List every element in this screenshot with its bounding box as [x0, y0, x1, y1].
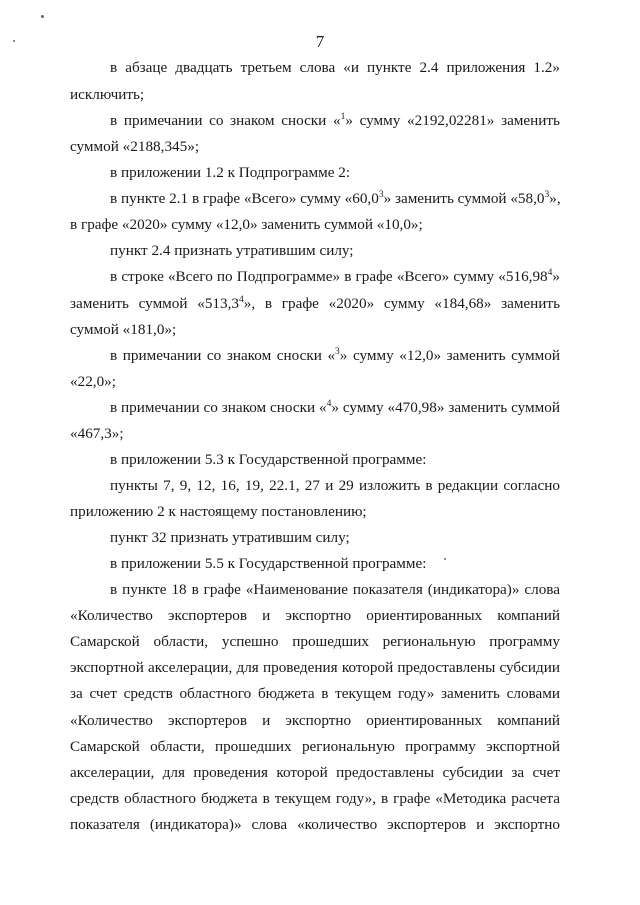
text-line: в примечании со знаком сноски «$^4$» сумму «470,98» заменить суммой	[110, 399, 560, 416]
text-line: заменить суммой «513,3$^4$», в графе «2020» сумму «184,68» заменить	[70, 295, 560, 312]
text-line: «Количество экспортеров и экспортно ориентированных компаний	[70, 712, 560, 729]
text-line: пункты 7, 9, 12, 16, 19, 22.1, 27 и 29 изложить в редакции согласно	[110, 477, 560, 494]
text-line: акселерации, для проведения которой предоставлены субсидии за счет	[70, 764, 560, 781]
scan-speck	[41, 15, 44, 18]
text-line: «Количество экспортеров и экспортно ориентированных компаний	[70, 607, 560, 624]
footnote-mark: 4	[547, 268, 553, 278]
page-number: 7	[315, 32, 325, 51]
text-line: в пункте 18 в графе «Наименование показателя (индикатора)» слова	[110, 581, 560, 598]
text-line: исключить;	[70, 86, 145, 103]
text-line: в примечании со знаком сноски «$^1$» сумму «2192,02281» заменить	[110, 112, 560, 129]
text-line: экспортной акселерации, для проведения которой предоставлены субсидии	[70, 659, 560, 676]
text-line: в приложении 1.2 к Подпрограмме 2:	[110, 164, 351, 181]
footnote-mark: 4	[326, 399, 332, 409]
text-line: в приложении 5.3 к Государственной программе:	[110, 451, 427, 468]
footnote-mark: 3	[544, 190, 550, 200]
text-line: в строке «Всего по Подпрограмме» в графе «Всего» сумму «516,98$^4$»	[110, 268, 560, 285]
text-line: в примечании со знаком сноски «$^3$» сумму «12,0» заменить суммой	[110, 347, 560, 364]
text-line: суммой «181,0»;	[70, 321, 177, 338]
text-line: в приложении 5.5 к Государственной программе:	[110, 555, 427, 572]
text-line: показателя (индикатора)» слова «количество экспортеров и экспортно	[70, 816, 560, 833]
text-line: в графе «2020» сумму «12,0» заменить суммой «10,0»;	[70, 216, 423, 233]
text-line: в абзаце двадцать третьем слова «и пункте 2.4 приложения 1.2»	[110, 59, 560, 76]
text-line: в пункте 2.1 в графе «Всего» сумму «60,0$^3$» заменить суммой «58,0$^3$»,	[110, 190, 561, 207]
text-line: «22,0»;	[70, 373, 116, 390]
scan-speck	[444, 558, 446, 560]
footnote-mark: 1	[340, 112, 346, 122]
text-line: «467,3»;	[70, 425, 124, 442]
scan-speck	[13, 40, 15, 42]
footnote-mark: 3	[335, 347, 340, 357]
text-line: приложению 2 к настоящему постановлению;	[70, 503, 367, 520]
footnote-mark: 4	[239, 295, 244, 305]
text-line: пункт 2.4 признать утратившим силу;	[110, 242, 354, 259]
text-line: за счет средств областного бюджета в текущем году» заменить словами	[70, 685, 560, 702]
text-line: Самарской области, успешно прошедших региональную программу	[70, 633, 560, 650]
footnote-mark: 3	[378, 190, 384, 200]
text-line: Самарской области, прошедших региональную программу экспортной	[70, 738, 560, 755]
text-line: пункт 32 признать утратившим силу;	[110, 529, 350, 546]
text-line: суммой «2188,345»;	[70, 138, 200, 155]
text-line: средств областного бюджета в текущем году», в графе «Методика расчета	[70, 790, 560, 807]
